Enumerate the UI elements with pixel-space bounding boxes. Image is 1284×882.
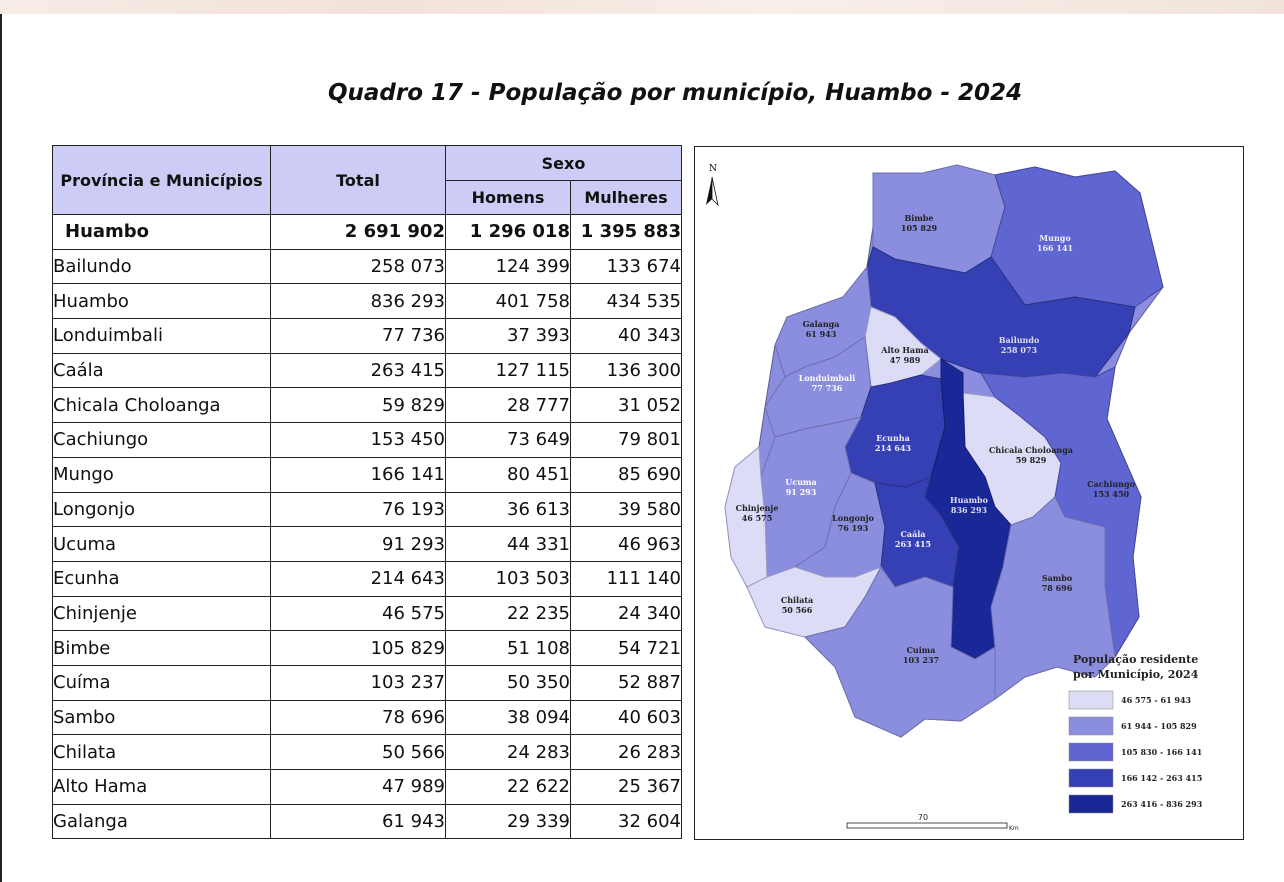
cell-homens: 1 296 018: [446, 215, 571, 250]
cell-name: Alto Hama: [53, 770, 271, 805]
scale-bar: [847, 813, 1019, 832]
legend-range: 61 944 - 105 829: [1121, 721, 1197, 731]
legend-swatch: [1069, 691, 1113, 709]
label-cuima-name: Cuima: [906, 645, 936, 655]
cell-homens: 28 777: [446, 388, 571, 423]
label-londuimbali-name: Londuimbali: [798, 373, 856, 383]
cell-homens: 51 108: [446, 631, 571, 666]
label-bailundo-value: 258 073: [1000, 345, 1038, 355]
svg-text:Ecunha214 643: [875, 433, 912, 453]
cell-homens: 29 339: [446, 804, 571, 839]
svg-text:Bimbe105 829: [901, 213, 938, 233]
scale-unit: Km: [1009, 825, 1019, 832]
table-row: [53, 665, 682, 700]
cell-mulheres: 54 721: [571, 631, 682, 666]
svg-text:Bailundo258 073: [999, 335, 1040, 355]
cell-mulheres: 52 887: [571, 665, 682, 700]
cell-name: Sambo: [53, 700, 271, 735]
cell-homens: 73 649: [446, 423, 571, 458]
header-homens: Homens: [446, 181, 571, 215]
cell-homens: 22 235: [446, 596, 571, 631]
table-row: [53, 284, 682, 319]
table-row: [53, 804, 682, 839]
cell-total: 78 696: [271, 700, 446, 735]
legend-swatch: [1069, 743, 1113, 761]
header-mulheres: Mulheres: [571, 181, 682, 215]
cell-name: Bailundo: [53, 249, 271, 284]
label-cachiungo-name: Cachiungo: [1087, 479, 1135, 489]
table-row: [53, 249, 682, 284]
cell-name: Bimbe: [53, 631, 271, 666]
cell-name: Chicala Choloanga: [53, 388, 271, 423]
svg-text:Chilata50 566: [781, 595, 813, 615]
table-row: [53, 457, 682, 492]
header-total: Total: [271, 146, 446, 215]
label-caala-value: 263 415: [894, 539, 932, 549]
population-table: [52, 145, 682, 839]
cell-mulheres: 25 367: [571, 770, 682, 805]
cell-total: 103 237: [271, 665, 446, 700]
label-sambo-name: Sambo: [1041, 573, 1073, 583]
cell-homens: 401 758: [446, 284, 571, 319]
north-arrow-icon: [706, 164, 718, 205]
cell-mulheres: 133 674: [571, 249, 682, 284]
label-mungo-value: 166 141: [1036, 243, 1074, 253]
table-row: [53, 353, 682, 388]
region-mungo: [991, 167, 1163, 307]
legend-swatch: [1069, 717, 1113, 735]
cell-total: 59 829: [271, 388, 446, 423]
label-chilata-name: Chilata: [780, 595, 814, 605]
cell-homens: 22 622: [446, 770, 571, 805]
label-ucuma-value: 91 293: [785, 487, 817, 497]
cell-mulheres: 26 283: [571, 735, 682, 770]
huambo-map: [694, 146, 1244, 840]
table-row: [53, 527, 682, 562]
cell-homens: 36 613: [446, 492, 571, 527]
cell-name: Galanga: [53, 804, 271, 839]
header-province: Província e Municípios: [53, 146, 271, 215]
cell-total: 166 141: [271, 457, 446, 492]
label-ecunha-value: 214 643: [874, 443, 912, 453]
cell-mulheres: 46 963: [571, 527, 682, 562]
svg-text:Mungo166 141: [1037, 233, 1073, 253]
svg-text:Longonjo76 193: [832, 513, 874, 533]
cell-name: Chilata: [53, 735, 271, 770]
cell-name: Huambo: [53, 284, 271, 319]
map-legend: [1069, 653, 1203, 813]
svg-text:N: N: [709, 164, 717, 174]
legend-range: 263 416 - 836 293: [1121, 799, 1203, 809]
label-ucuma-name: Ucuma: [785, 477, 817, 487]
cell-homens: 103 503: [446, 561, 571, 596]
table-row: [53, 319, 682, 354]
label-chinjenje-name: Chinjenje: [735, 503, 779, 513]
cell-mulheres: 85 690: [571, 457, 682, 492]
cell-name: Ecunha: [53, 561, 271, 596]
label-sambo-value: 78 696: [1041, 583, 1073, 593]
legend-range: 166 142 - 263 415: [1121, 773, 1203, 783]
label-cuima-value: 103 237: [902, 655, 940, 665]
label-chinjenje-value: 46 575: [741, 513, 773, 523]
label-caala-name: Caála: [900, 529, 926, 539]
svg-text:Cuima103 237: [903, 645, 939, 665]
label-longonjo-name: Longonjo: [832, 513, 874, 523]
cell-total: 263 415: [271, 353, 446, 388]
label-huambo-value: 836 293: [950, 505, 988, 515]
label-chicala-value: 59 829: [1015, 455, 1047, 465]
cell-name: Londuimbali: [53, 319, 271, 354]
header-sexo: Sexo: [446, 146, 682, 181]
label-longonjo-value: 76 193: [837, 523, 869, 533]
cell-total: 836 293: [271, 284, 446, 319]
table-row: [53, 735, 682, 770]
cell-name: Longonjo: [53, 492, 271, 527]
svg-text:Chinjenje46 575: [736, 503, 779, 523]
label-alto-hama-name: Alto Hama: [881, 345, 929, 355]
cell-mulheres: 40 603: [571, 700, 682, 735]
label-alto-hama-value: 47 989: [889, 355, 921, 365]
cell-name: Cuíma: [53, 665, 271, 700]
cell-mulheres: 79 801: [571, 423, 682, 458]
svg-text:Huambo836 293: [950, 495, 989, 515]
label-galanga-value: 61 943: [805, 329, 837, 339]
label-cachiungo-value: 153 450: [1092, 489, 1130, 499]
cell-total: 214 643: [271, 561, 446, 596]
legend-title-1: População residente: [1073, 653, 1199, 666]
cell-total: 46 575: [271, 596, 446, 631]
label-huambo-name: Huambo: [950, 495, 988, 505]
svg-text:Galanga61 943: [803, 319, 840, 339]
cell-name: Caála: [53, 353, 271, 388]
cell-homens: 127 115: [446, 353, 571, 388]
cell-total: 77 736: [271, 319, 446, 354]
cell-homens: 80 451: [446, 457, 571, 492]
cell-mulheres: 32 604: [571, 804, 682, 839]
table-row: [53, 770, 682, 805]
table-row: [53, 492, 682, 527]
page-border: [0, 14, 2, 882]
svg-text:Sambo78 696: [1042, 573, 1073, 593]
label-chilata-value: 50 566: [781, 605, 813, 615]
cell-homens: 50 350: [446, 665, 571, 700]
cell-total: 153 450: [271, 423, 446, 458]
table-row: [53, 423, 682, 458]
cell-total: 258 073: [271, 249, 446, 284]
cell-homens: 44 331: [446, 527, 571, 562]
label-londuimbali-value: 77 736: [811, 383, 843, 393]
page-title: Quadro 17 - População por município, Huambo - 2024: [327, 80, 1023, 106]
svg-text:Cachiungo153 450: [1087, 479, 1136, 499]
svg-text:Ucuma91 293: [785, 477, 816, 497]
cell-mulheres: 24 340: [571, 596, 682, 631]
cell-homens: 124 399: [446, 249, 571, 284]
cell-homens: 38 094: [446, 700, 571, 735]
label-ecunha-name: Ecunha: [876, 433, 910, 443]
table-row-total: [53, 215, 682, 250]
table-row: [53, 561, 682, 596]
cell-name: Ucuma: [53, 527, 271, 562]
cell-mulheres: 434 535: [571, 284, 682, 319]
cell-total: 61 943: [271, 804, 446, 839]
cell-homens: 37 393: [446, 319, 571, 354]
cell-mulheres: 31 052: [571, 388, 682, 423]
scale-value: 70: [917, 813, 929, 822]
cell-homens: 24 283: [446, 735, 571, 770]
legend-swatch: [1069, 769, 1113, 787]
cell-mulheres: 39 580: [571, 492, 682, 527]
table-row: [53, 631, 682, 666]
legend-range: 105 830 - 166 141: [1121, 747, 1203, 757]
cell-mulheres: 1 395 883: [571, 215, 682, 250]
table-row: [53, 388, 682, 423]
legend-title-2: por Município, 2024: [1073, 668, 1199, 681]
label-galanga-name: Galanga: [802, 319, 840, 329]
cell-name: Cachiungo: [53, 423, 271, 458]
cell-total: 105 829: [271, 631, 446, 666]
label-chicala-name: Chicala Choloanga: [989, 445, 1073, 455]
legend-range: 46 575 - 61 943: [1121, 695, 1192, 705]
cell-mulheres: 111 140: [571, 561, 682, 596]
label-bailundo-name: Bailundo: [998, 335, 1040, 345]
table-row: [53, 596, 682, 631]
label-bimbe-name: Bimbe: [904, 213, 934, 223]
header-band: [0, 0, 1284, 14]
cell-name: Mungo: [53, 457, 271, 492]
cell-name: Huambo: [53, 215, 271, 250]
label-mungo-name: Mungo: [1039, 233, 1071, 243]
region-bimbe: [873, 165, 1005, 273]
legend-swatch: [1069, 795, 1113, 813]
cell-mulheres: 136 300: [571, 353, 682, 388]
cell-total: 2 691 902: [271, 215, 446, 250]
table-row: [53, 700, 682, 735]
cell-name: Chinjenje: [53, 596, 271, 631]
map-svg: [695, 147, 1243, 839]
cell-total: 91 293: [271, 527, 446, 562]
cell-total: 50 566: [271, 735, 446, 770]
cell-total: 47 989: [271, 770, 446, 805]
cell-total: 76 193: [271, 492, 446, 527]
cell-mulheres: 40 343: [571, 319, 682, 354]
label-bimbe-value: 105 829: [900, 223, 938, 233]
